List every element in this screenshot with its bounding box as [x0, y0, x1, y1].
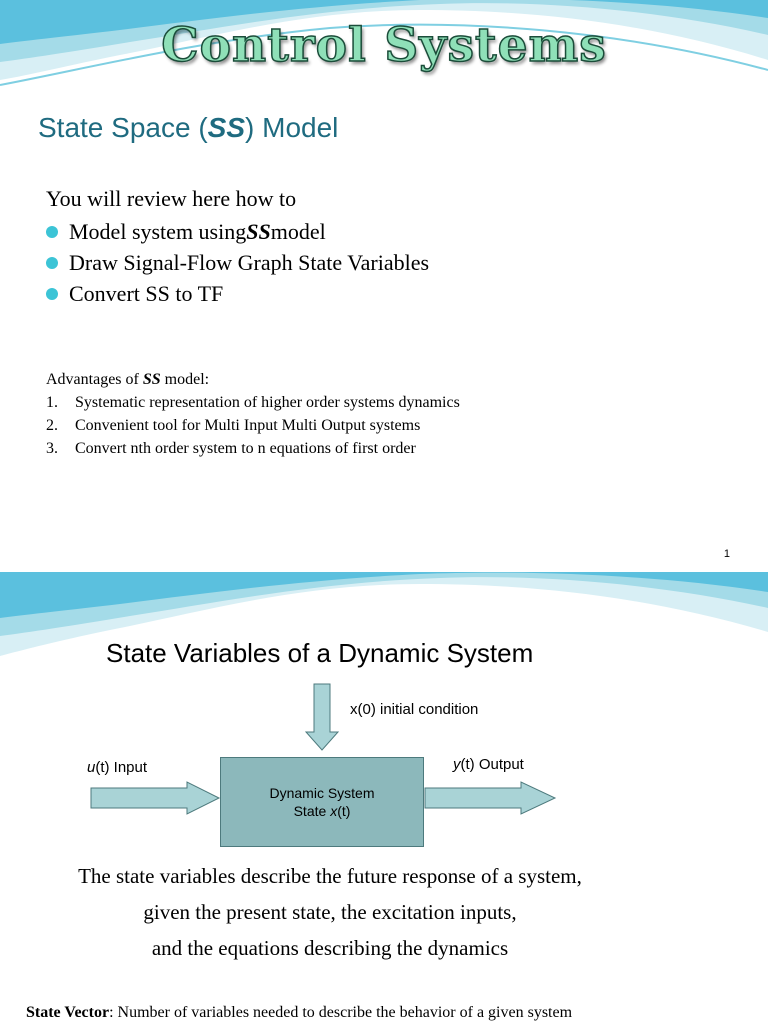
advantages-pre: Advantages of [46, 371, 143, 388]
advantage-item [46, 414, 460, 437]
state-vector-definition [26, 1004, 572, 1022]
slide-title: Control Systems [161, 18, 607, 73]
advantage-text: Convert nth order system to n equations of first order [75, 440, 416, 457]
output-arrow [425, 782, 555, 814]
intro-text: You will review here how to [46, 186, 297, 211]
advantages-heading [46, 368, 460, 391]
block-line-1: Dynamic System [269, 785, 375, 801]
advantage-text: Systematic representation of higher order systems dynamics [75, 394, 460, 411]
bullet-dot-icon [46, 226, 58, 238]
state-vector-label: State Vector [26, 1004, 110, 1021]
input-rest: (t) Input [95, 759, 148, 776]
bullet-pre: Draw Signal-Flow Graph State Variables [69, 250, 430, 275]
advantages-post: model: [160, 371, 210, 388]
block-state-x: x [330, 803, 338, 819]
bullet-item [46, 247, 429, 278]
page-number: 1 [723, 548, 730, 560]
block-line-2 [294, 802, 351, 820]
description-line: The state variables describe the future response of a system, [78, 864, 582, 888]
bullet-em: SS [246, 219, 271, 244]
advantages-em: SS [142, 371, 161, 388]
state-vector-text: : Number of variables needed to describe the behavior of a given system [109, 1004, 573, 1021]
input-label [87, 759, 147, 776]
bullet-dot-icon [46, 288, 58, 300]
advantage-text: Convenient tool for Multi Input Multi Output systems [75, 417, 421, 434]
advantage-number: 3. [46, 440, 58, 457]
bullet-item [46, 278, 429, 309]
bullet-pre: Model system using [69, 219, 247, 244]
input-arrow [91, 782, 219, 814]
advantage-number: 1. [46, 394, 58, 411]
advantages-section [46, 368, 460, 460]
output-rest: (t) Output [460, 756, 524, 773]
bullet-item [46, 216, 429, 247]
advantages-list [46, 391, 460, 460]
bullet-dot-icon [46, 257, 58, 269]
diagram-title: State Variables of a Dynamic System [106, 638, 534, 668]
slide-subtitle [38, 112, 338, 144]
output-y: y [453, 756, 461, 773]
output-label [453, 756, 524, 773]
input-u: u [87, 759, 96, 776]
dynamic-system-block [220, 757, 424, 847]
bullet-pre: Convert SS to TF [69, 281, 224, 306]
subtitle-post: ) Model [245, 112, 339, 143]
subtitle-pre: State Space ( [38, 112, 208, 143]
initial-condition-label: x(0) initial condition [350, 701, 479, 718]
description [0, 858, 660, 966]
advantage-item [46, 391, 460, 414]
description-line: and the equations describing the dynamics [151, 936, 509, 960]
block-state-pre: State [293, 803, 331, 819]
bullet-post: model [270, 219, 326, 244]
advantage-number: 2. [46, 417, 58, 434]
slide-2 [0, 572, 768, 1024]
description-line: given the present state, the excitation inputs, [143, 900, 517, 924]
advantage-item [46, 437, 460, 460]
initial-condition-arrow [306, 684, 338, 750]
bullet-list [46, 216, 429, 309]
subtitle-em: SS [207, 112, 246, 143]
block-state-post: (t) [337, 803, 351, 819]
